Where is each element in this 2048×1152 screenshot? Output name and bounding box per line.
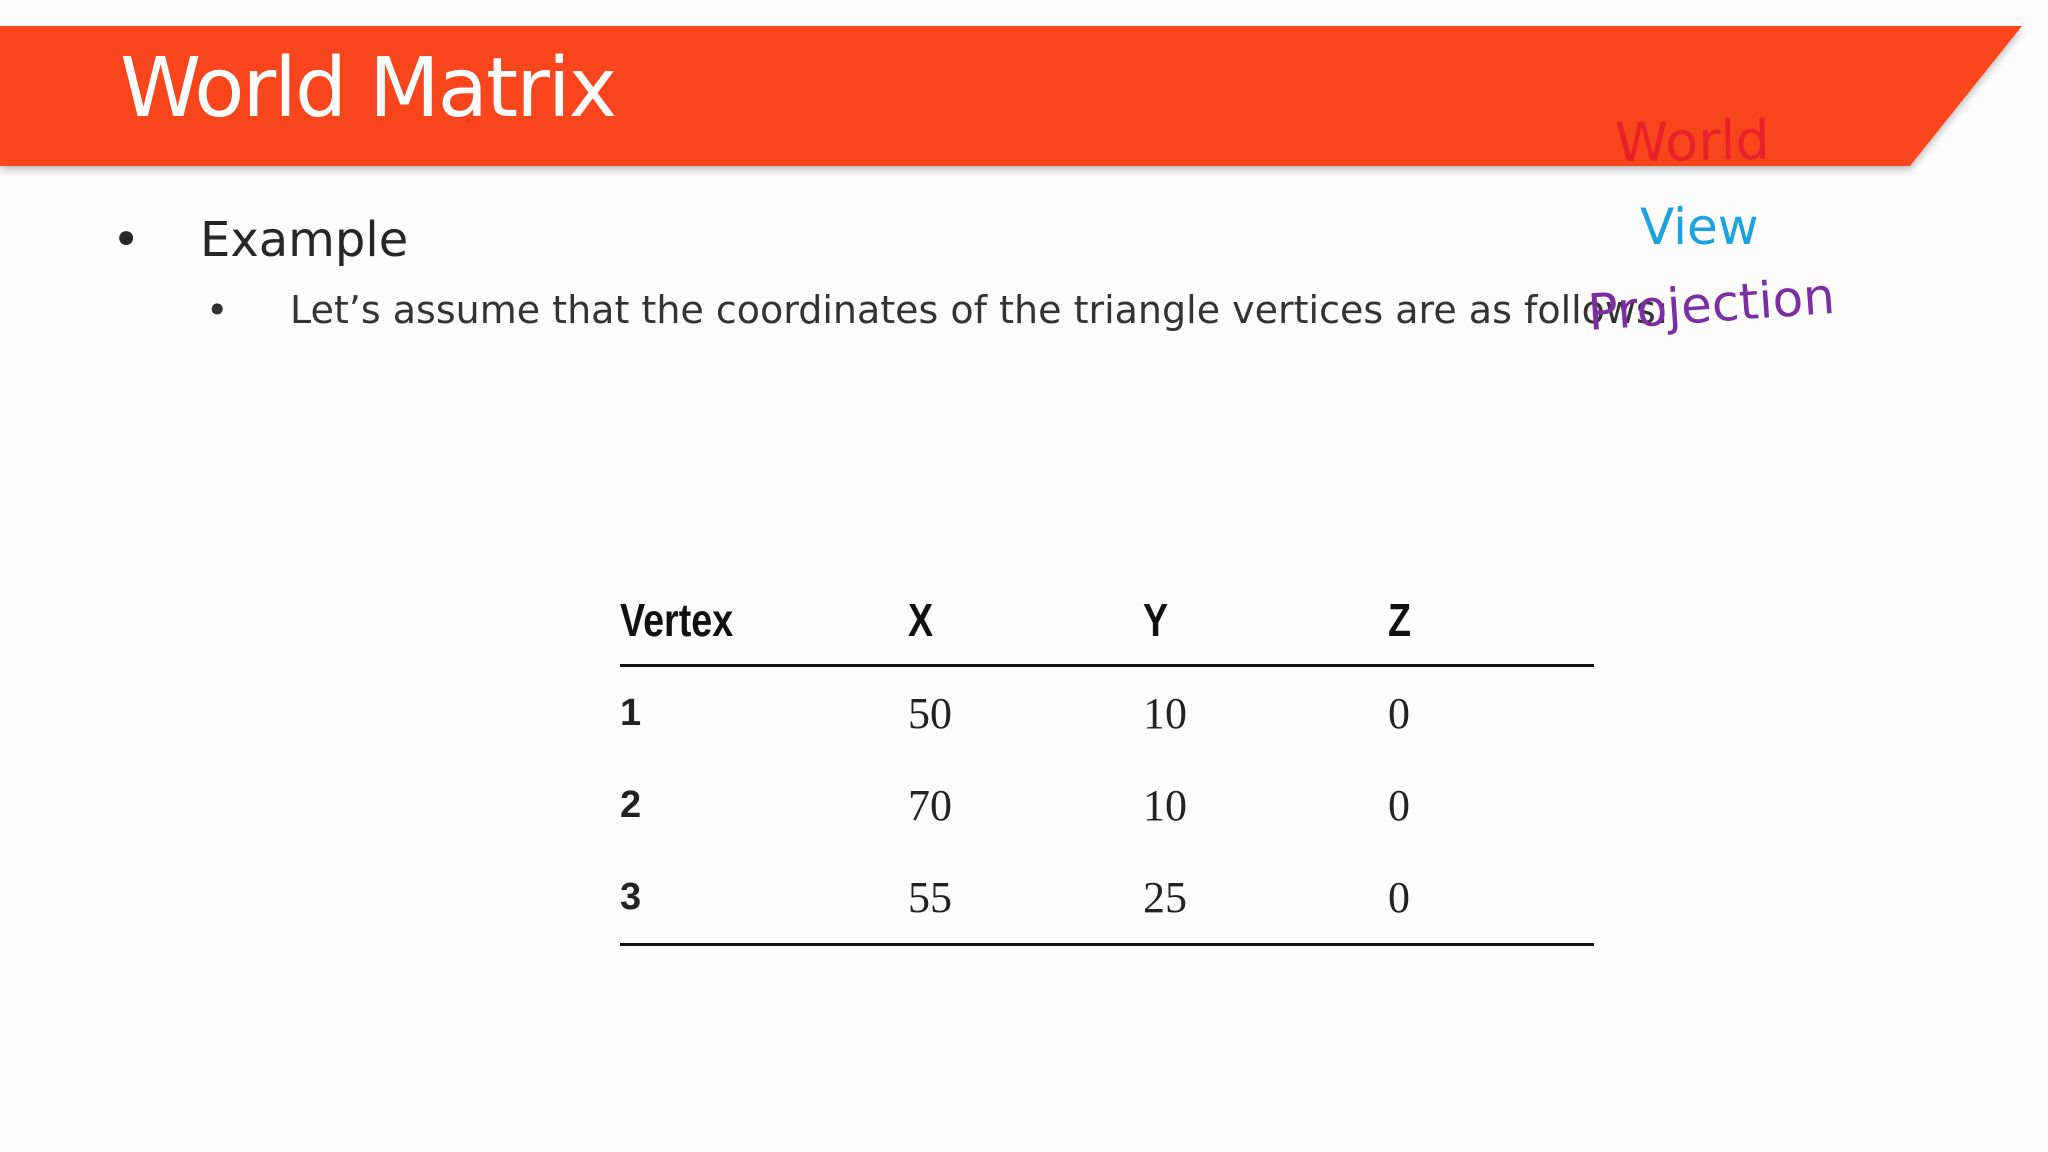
cell-z: 0 — [1388, 851, 1594, 945]
cell-z: 0 — [1388, 780, 1410, 830]
header-y: Y — [1143, 580, 1344, 666]
ink-annotation-world: World — [1614, 108, 1771, 175]
bullet-example — [112, 214, 408, 267]
cell-y: 10 — [1143, 688, 1187, 738]
cell-vertex: 2 — [620, 783, 642, 826]
cell-vertex: 1 — [620, 691, 642, 734]
cell-y: 10 — [1143, 780, 1187, 830]
table-row — [620, 851, 1594, 945]
bullet-symbol: • — [112, 212, 141, 268]
vertex-table — [620, 580, 1594, 946]
sub-bullet-assumption — [206, 290, 1669, 332]
cell-x: 55 — [908, 851, 1143, 945]
ink-annotation-view: View — [1640, 198, 1759, 256]
cell-x: 70 — [908, 780, 952, 830]
cell-y: 25 — [1143, 851, 1388, 945]
header-vertex: Vertex — [620, 580, 856, 666]
table-row — [620, 759, 1594, 851]
table-row — [620, 666, 1594, 760]
header-z: Z — [1388, 580, 1557, 666]
cell-vertex: 3 — [620, 851, 908, 945]
ink-annotation-projection: Projection — [1585, 266, 1837, 342]
header-x: X — [908, 580, 1101, 666]
table-header-row — [620, 580, 1594, 666]
cell-z: 0 — [1388, 688, 1410, 738]
bullet-text: Let’s assume that the coordinates of the triangle vertices are as follows: — [290, 288, 1669, 332]
cell-x: 50 — [908, 688, 952, 738]
bullet-text: Example — [200, 212, 409, 268]
slide-title: World Matrix — [120, 41, 616, 136]
bullet-symbol: • — [206, 288, 229, 332]
